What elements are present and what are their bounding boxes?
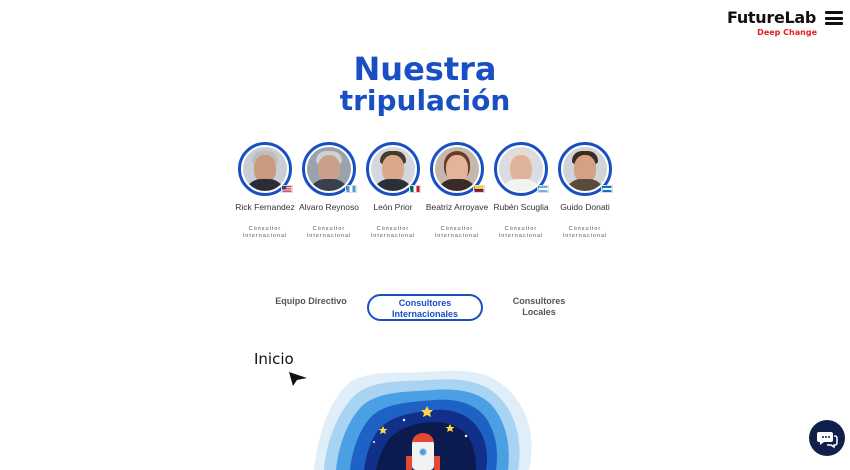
chat-button[interactable]	[809, 420, 845, 456]
crew-member-role: Consultor Internacional	[434, 226, 480, 239]
crew-member-card[interactable]	[296, 142, 362, 240]
avatar	[558, 142, 612, 196]
hamburger-menu-icon[interactable]	[825, 11, 843, 25]
arrow-icon	[287, 366, 311, 386]
crew-member-card[interactable]	[488, 142, 554, 240]
tab-consultores-locales[interactable]: Consultores Locales	[512, 296, 566, 317]
crew-member-card[interactable]	[232, 142, 298, 240]
rocket-illustration	[314, 368, 540, 470]
crew-member-role: Consultor Internacional	[498, 226, 544, 239]
crew-member-role: Consultor Internacional	[562, 226, 608, 239]
tab-equipo-directivo[interactable]: Equipo Directivo	[275, 296, 347, 306]
brand-tagline: Deep Change	[757, 28, 817, 37]
brand-name: FutureLab	[727, 8, 817, 27]
crew-member-card[interactable]	[360, 142, 426, 240]
avatar	[238, 142, 292, 196]
crew-member-name: León Prior	[373, 202, 413, 212]
crew-member-role: Consultor Internacional	[242, 226, 288, 239]
section-label: Inicio	[254, 350, 294, 368]
crew-member-card[interactable]	[552, 142, 618, 240]
crew-member-name: Alvaro Reynoso	[298, 202, 359, 212]
tab-consultores-internacionales[interactable]: Consultores Internacionales	[367, 294, 483, 321]
argentina-flag-icon	[537, 185, 549, 193]
page-title-line-1: Nuestra	[353, 50, 497, 88]
avatar	[430, 142, 484, 196]
crew-member-card[interactable]	[424, 142, 490, 240]
crew-member-name: Guido Donati	[560, 202, 610, 212]
mexico-flag-icon	[409, 185, 421, 193]
guatemala-flag-icon	[345, 185, 357, 193]
united-states-flag-icon	[281, 185, 293, 193]
colombia-flag-icon	[473, 185, 485, 193]
futurelab-logo[interactable]	[727, 8, 819, 38]
crew-member-name: Rick Fernandez	[235, 202, 295, 212]
crew-member-role: Consultor Internacional	[306, 226, 352, 239]
chat-icon	[809, 420, 845, 456]
avatar	[366, 142, 420, 196]
honduras-flag-icon	[601, 185, 613, 193]
page-title-line-2: tripulación	[339, 84, 511, 117]
avatar	[494, 142, 548, 196]
crew-member-name: Rubén Scuglia	[493, 202, 549, 212]
crew-list	[232, 142, 622, 242]
crew-member-name: Beatriz Arroyave	[425, 202, 489, 212]
team-tabs	[270, 294, 590, 322]
avatar	[302, 142, 356, 196]
crew-member-role: Consultor Internacional	[370, 226, 416, 239]
